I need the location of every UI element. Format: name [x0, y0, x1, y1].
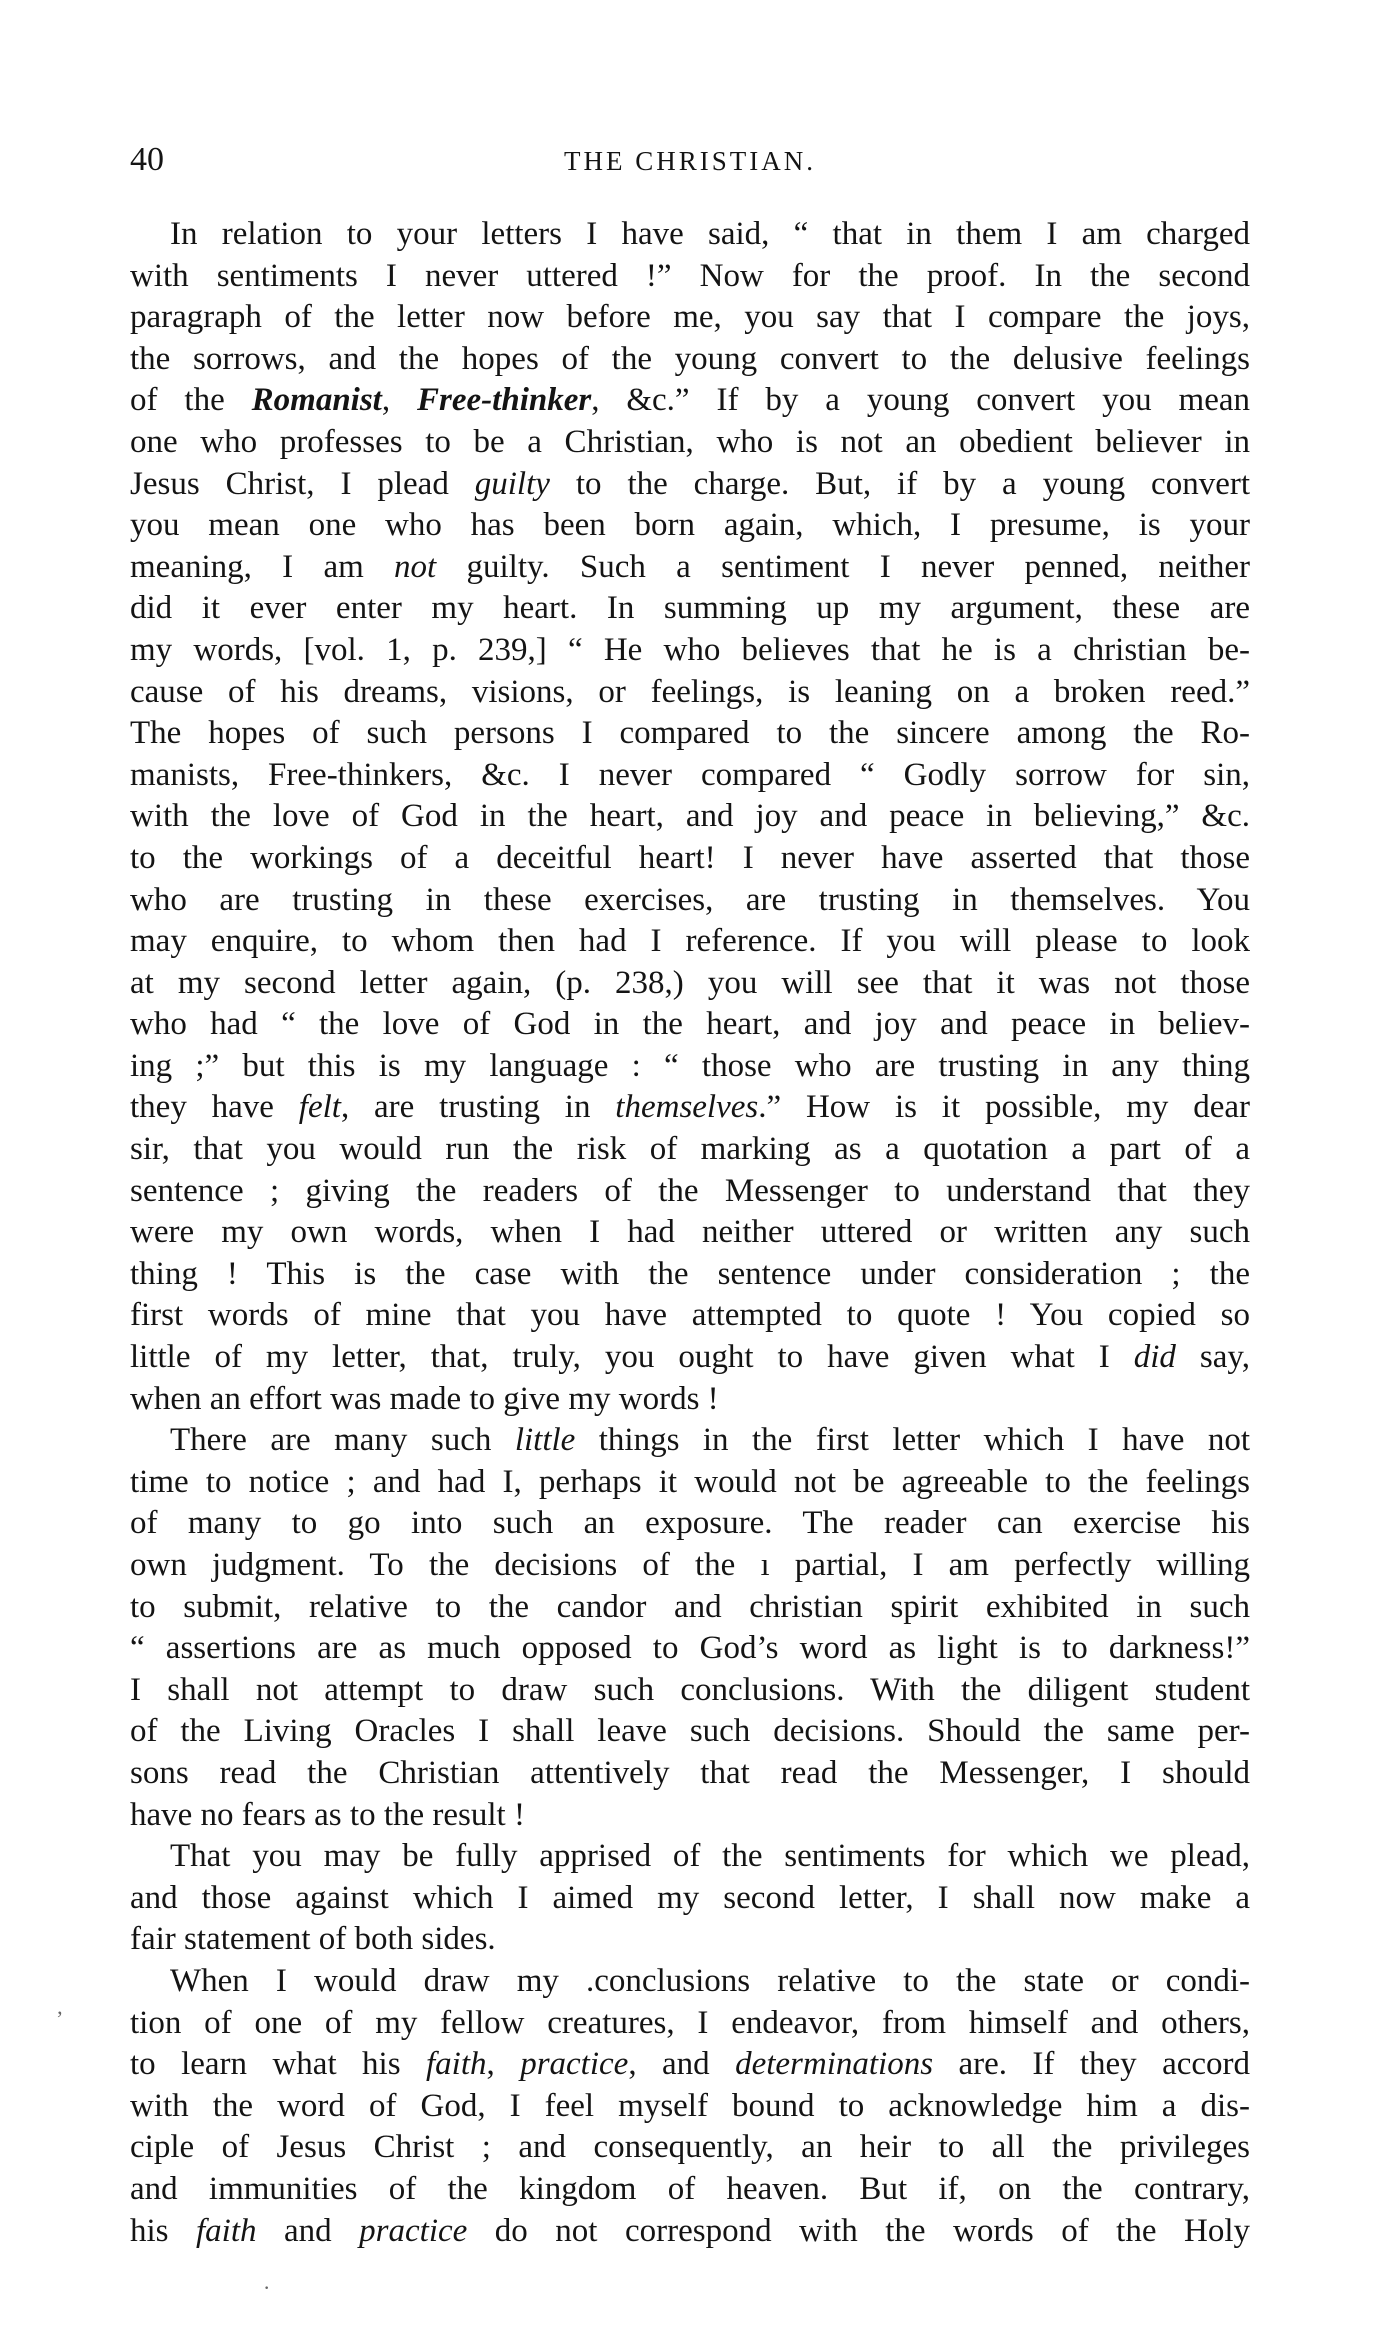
running-title: THE CHRISTIAN. — [564, 146, 816, 176]
text-line — [130, 1004, 1250, 1046]
text-segment: thing ! This is the case with the sentence under consideration ; the — [130, 1255, 1250, 1292]
text-segment: own judgment. To the decisions of the ı partial, I am perfectly willing — [130, 1547, 1250, 1583]
text-segment: manists, Free-thinkers, &c. I never compared “ Godly sorrow for sin, — [130, 756, 1250, 793]
text-line — [130, 588, 1250, 630]
text-line — [130, 921, 1250, 963]
text-segment: may enquire, to whom then had I reference. If you will please to look — [130, 923, 1250, 960]
text-line — [130, 2169, 1250, 2211]
text-segment: , are trusting in — [340, 1089, 616, 1126]
text-line — [130, 505, 1250, 547]
text-segment: they have — [130, 1089, 299, 1126]
text-segment: with sentiments I never uttered !” Now for the proof. In the second — [130, 257, 1250, 294]
emphasized-text: Romanist — [251, 382, 382, 419]
text-segment: and — [256, 2212, 360, 2249]
emphasized-text: little — [514, 1422, 576, 1459]
emphasized-text: guilty — [474, 465, 550, 502]
text-segment: when an effort was made to give my words ! — [130, 1380, 719, 1417]
text-segment: to the charge. But, if by a young convert — [549, 465, 1250, 502]
text-line — [130, 1795, 1250, 1837]
text-line — [130, 1711, 1250, 1753]
text-segment: to learn what his — [130, 2046, 426, 2083]
text-line — [130, 755, 1250, 797]
text-segment: do not correspond with the words of the Holy — [467, 2212, 1250, 2249]
text-line — [130, 1212, 1250, 1254]
text-line — [130, 1836, 1250, 1878]
text-line — [130, 1670, 1250, 1712]
text-segment: ciple of Jesus Christ ; and consequently, an heir to all the privileges — [130, 2129, 1250, 2166]
emphasized-text: Free-thinker — [417, 382, 592, 419]
text-line — [130, 1379, 1250, 1421]
text-segment: sir, that you would run the risk of marking as a quotation a part of a — [130, 1131, 1250, 1168]
text-segment: That you may be fully apprised of the sentiments for which we plead, — [170, 1838, 1250, 1875]
emphasized-text: practice — [520, 2046, 629, 2083]
text-segment: who are trusting in these exercises, are trusting in themselves. You — [130, 881, 1250, 918]
stray-ink-mark: ’ — [56, 2006, 64, 2031]
text-segment: his — [130, 2212, 197, 2249]
running-header — [130, 140, 1250, 190]
text-segment: In relation to your letters I have said, “ that in them I am charged — [170, 216, 1250, 252]
text-segment: I shall not attempt to draw such conclusions. With the diligent student — [130, 1671, 1250, 1708]
text-segment: guilty. Such a sentiment I never penned, neither — [436, 548, 1250, 585]
text-segment: my words, [vol. 1, p. 239,] “ He who believes that he is a christian be- — [130, 631, 1250, 668]
emphasized-text: did — [1133, 1339, 1176, 1376]
text-segment: little of my letter, that, truly, you ought to have given what I — [130, 1339, 1134, 1376]
text-segment: “ assertions are as much opposed to God’s word as light is to darkness!” — [130, 1630, 1250, 1667]
text-line — [130, 1961, 1250, 2003]
emphasized-text: felt — [298, 1089, 341, 1126]
text-line — [130, 1420, 1250, 1462]
text-segment: , — [381, 382, 418, 419]
text-line — [130, 1753, 1250, 1795]
text-line — [130, 2211, 1250, 2253]
text-line — [130, 1337, 1250, 1379]
text-line — [130, 672, 1250, 714]
text-line — [130, 630, 1250, 672]
text-line — [130, 1628, 1250, 1670]
text-line — [130, 2127, 1250, 2169]
text-segment: first words of mine that you have attempted to quote ! You copied so — [130, 1297, 1250, 1334]
text-segment: who had “ the love of God in the heart, and joy and peace in believ- — [130, 1006, 1250, 1043]
emphasized-text: themselves — [615, 1089, 759, 1126]
text-line — [130, 1129, 1250, 1171]
text-line — [130, 214, 1250, 256]
text-segment: meaning, I am — [130, 548, 395, 585]
text-line — [130, 339, 1250, 381]
text-segment: are. If they accord — [933, 2046, 1250, 2083]
text-line — [130, 422, 1250, 464]
text-segment: have no fears as to the result ! — [130, 1796, 525, 1833]
text-segment: of many to go into such an exposure. The reader can exercise his — [130, 1505, 1250, 1542]
text-segment: with the love of God in the heart, and joy and peace in believing,” &c. — [130, 798, 1250, 835]
text-line — [130, 380, 1250, 422]
text-segment: The hopes of such persons I compared to the sincere among the Ro- — [130, 715, 1250, 752]
text-line — [130, 256, 1250, 298]
text-line — [130, 838, 1250, 880]
page-number: 40 — [130, 141, 164, 178]
stray-ink-mark: · — [263, 2275, 271, 2300]
text-segment: When I would draw my .conclusions relative to the state or condi- — [170, 1962, 1250, 1999]
text-segment: did it ever enter my heart. In summing up my argument, these are — [130, 590, 1250, 627]
text-line — [130, 1503, 1250, 1545]
emphasized-text: faith — [425, 2046, 487, 2083]
text-line — [130, 796, 1250, 838]
emphasized-text: not — [394, 548, 437, 585]
text-line — [130, 2086, 1250, 2128]
text-segment: of the Living Oracles I shall leave such decisions. Should the same per- — [130, 1713, 1250, 1750]
text-segment: time to notice ; and had I, perhaps it would not be agreeable to the feelings — [130, 1463, 1250, 1500]
text-segment: .” How is it possible, my dear — [758, 1089, 1250, 1126]
text-segment: one who professes to be a Christian, who is not an obedient believer in — [130, 423, 1250, 460]
text-segment: at my second letter again, (p. 238,) you will see that it was not those — [130, 964, 1250, 1001]
emphasized-text: practice — [359, 2212, 468, 2249]
text-line — [130, 1087, 1250, 1129]
text-line — [130, 713, 1250, 755]
text-segment: , and — [628, 2046, 736, 2083]
text-segment: to submit, relative to the candor and christian spirit exhibited in such — [130, 1588, 1250, 1625]
text-segment: paragraph of the letter now before me, you say that I compare the joys, — [130, 299, 1250, 336]
emphasized-text: determinations — [735, 2046, 934, 2083]
emphasized-text: faith — [196, 2212, 257, 2249]
text-segment: cause of his dreams, visions, or feelings, is leaning on a broken reed.” — [130, 673, 1250, 710]
text-line — [130, 1462, 1250, 1504]
text-line — [130, 1878, 1250, 1920]
text-segment: say, — [1175, 1339, 1250, 1376]
text-segment: , &c.” If by a young convert you mean — [591, 382, 1250, 419]
text-line — [130, 547, 1250, 589]
text-segment: fair statement of both sides. — [130, 1921, 496, 1958]
text-segment: sentence ; giving the readers of the Messenger to understand that they — [130, 1172, 1250, 1209]
text-line — [130, 1587, 1250, 1629]
text-segment: with the word of God, I feel myself bound to acknowledge him a dis- — [130, 2087, 1250, 2124]
text-segment: and immunities of the kingdom of heaven. But if, on the contrary, — [130, 2170, 1250, 2207]
body-text — [130, 214, 1250, 2252]
text-segment: you mean one who has been born again, which, I presume, is your — [130, 507, 1250, 544]
text-segment: ing ;” but this is my language : “ those who are trusting in any thing — [130, 1047, 1250, 1084]
text-segment: the sorrows, and the hopes of the young convert to the delusive feelings — [130, 340, 1250, 377]
text-segment: to the workings of a deceitful heart! I never have asserted that those — [130, 839, 1250, 876]
text-segment: of the — [130, 382, 252, 419]
text-line — [130, 880, 1250, 922]
text-segment: were my own words, when I had neither uttered or written any such — [130, 1214, 1250, 1251]
text-line — [130, 297, 1250, 339]
text-line — [130, 963, 1250, 1005]
text-line — [130, 1254, 1250, 1296]
text-segment: There are many such — [170, 1422, 515, 1459]
text-line — [130, 464, 1250, 506]
text-line — [130, 1919, 1250, 1961]
text-segment: , — [486, 2046, 521, 2083]
text-line — [130, 1295, 1250, 1337]
text-line — [130, 2044, 1250, 2086]
text-segment: things in the first letter which I have not — [575, 1422, 1250, 1459]
text-line — [130, 1171, 1250, 1213]
text-segment: sons read the Christian attentively that read the Messenger, I should — [130, 1754, 1250, 1791]
text-line — [130, 1545, 1250, 1587]
text-segment: and those against which I aimed my second letter, I shall now make a — [130, 1879, 1250, 1916]
text-segment: Jesus Christ, I plead — [130, 465, 475, 502]
text-segment: tion of one of my fellow creatures, I endeavor, from himself and others, — [130, 2004, 1250, 2041]
text-line — [130, 2003, 1250, 2045]
text-line — [130, 1046, 1250, 1088]
